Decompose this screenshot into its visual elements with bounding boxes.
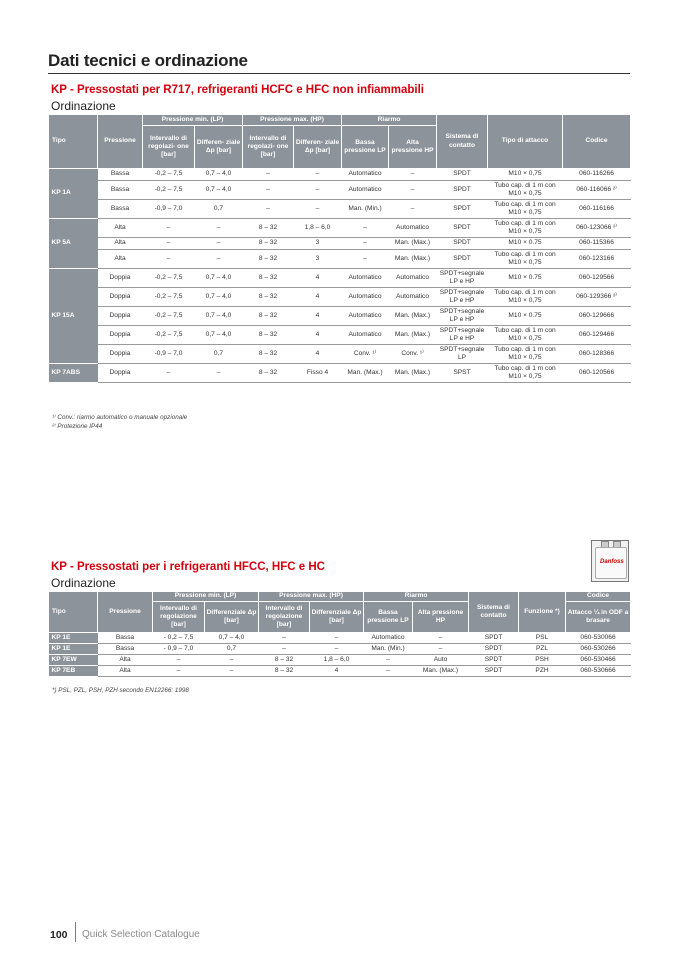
- table-cell: 060-116266: [563, 169, 631, 181]
- row-tipo: KP 7EW: [49, 655, 98, 666]
- group2-reset: Riarmo: [364, 592, 469, 602]
- page-title: Dati tecnici e ordinazione: [48, 51, 248, 70]
- row-tipo: KP 1E: [49, 644, 98, 655]
- table-cell: Doppia: [98, 364, 143, 383]
- table-cell: Automatico: [364, 633, 413, 644]
- table-cell: - 0,2 – 7,5: [153, 633, 205, 644]
- table-cell: Man. (Max.): [342, 364, 389, 383]
- table-cell: -0,2 – 7,5: [143, 169, 195, 181]
- table-cell: –: [310, 633, 364, 644]
- table-cell: 1,8 – 6,0: [294, 219, 342, 238]
- table-cell: Alta: [98, 655, 153, 666]
- note-1: ¹⁾ Conv.: riarmo automatico o manuale opzionale: [52, 414, 188, 421]
- table-cell: SPDT: [469, 633, 519, 644]
- table-cell: SPDT: [469, 644, 519, 655]
- table-cell: -0,2 – 7,5: [143, 288, 195, 307]
- table-cell: SPDT+segnale LP e HP: [437, 326, 488, 345]
- table-kp-r717: [48, 114, 631, 383]
- section1-title: KP - Pressostati per R717, refrigeranti HCFC e HFC non infiammabili: [51, 84, 424, 96]
- table-cell: 060-530266: [566, 644, 631, 655]
- table-cell: 8 – 32: [243, 307, 294, 326]
- table-cell: Automatico: [389, 269, 437, 288]
- table-cell: 4: [294, 326, 342, 345]
- table-row: [49, 288, 631, 307]
- table-cell: Auto: [413, 655, 469, 666]
- table-cell: Alta: [98, 250, 143, 269]
- table-cell: 0,7 – 4,0: [205, 633, 259, 644]
- col-lp-diff: Differen- ziale Δp [bar]: [195, 126, 243, 169]
- col2-hp-range: Intervallo di regolazione [bar]: [259, 602, 310, 633]
- table-cell: Man. (Min.): [364, 644, 413, 655]
- table-cell: SPDT: [437, 200, 488, 219]
- table-cell: –: [259, 644, 310, 655]
- table-cell: –: [143, 364, 195, 383]
- table-cell: 4: [294, 307, 342, 326]
- table-row: [49, 364, 631, 383]
- table-cell: Doppia: [98, 307, 143, 326]
- table-cell: Man. (Max.): [389, 364, 437, 383]
- col2-contact: Sistema di contatto: [469, 592, 519, 633]
- section2-subtitle: Ordinazione: [51, 576, 116, 590]
- table-cell: 0,7 – 4,0: [195, 269, 243, 288]
- table-cell: –: [243, 200, 294, 219]
- table-cell: Man. (Max.): [389, 307, 437, 326]
- table-cell: Tubo cap. di 1 m con M10 × 0,75: [488, 219, 563, 238]
- table-cell: Doppia: [98, 288, 143, 307]
- table-cell: Tubo cap. di 1 m con M10 × 0,75: [488, 181, 563, 200]
- table-cell: Conv. ¹⁾: [342, 345, 389, 364]
- table-cell: 060-129666: [563, 307, 631, 326]
- col-tipo: Tipo: [49, 115, 98, 169]
- table-cell: –: [294, 200, 342, 219]
- col2-reset-hp: Alta pressione HP: [413, 602, 469, 633]
- table-cell: M10 × 0.75: [488, 238, 563, 250]
- table-cell: M10 × 0.75: [488, 307, 563, 326]
- col-reset-lp: Bassa pressione LP: [342, 126, 389, 169]
- table-cell: 060-116066 ²⁾: [563, 181, 631, 200]
- table-cell: –: [205, 655, 259, 666]
- table-cell: –: [243, 169, 294, 181]
- table-cell: 8 – 32: [243, 345, 294, 364]
- table-row: [49, 269, 631, 288]
- table-row: [49, 345, 631, 364]
- table-row: [49, 181, 631, 200]
- table-cell: M10 × 0,75: [488, 169, 563, 181]
- row-tipo: KP 1A: [49, 169, 98, 219]
- table-cell: 0,7 – 4,0: [195, 307, 243, 326]
- table-cell: -0,2 – 7,5: [143, 307, 195, 326]
- table-cell: –: [195, 219, 243, 238]
- table-row: [49, 644, 631, 655]
- table-cell: –: [389, 181, 437, 200]
- row-tipo: KP 7ABS: [49, 364, 98, 383]
- group-hp: Pressione max. (HP): [243, 115, 342, 126]
- table-cell: Fisso 4: [294, 364, 342, 383]
- table-cell: SPDT+segnale LP e HP: [437, 307, 488, 326]
- table-cell: -0,2 – 7,5: [143, 326, 195, 345]
- table-cell: –: [143, 238, 195, 250]
- table-cell: Man. (Min.): [342, 200, 389, 219]
- table-cell: -0,9 – 7,0: [143, 200, 195, 219]
- table-cell: 3: [294, 238, 342, 250]
- table-cell: –: [259, 633, 310, 644]
- table-cell: –: [364, 655, 413, 666]
- table-cell: –: [389, 200, 437, 219]
- table-cell: SPDT+segnale LP e HP: [437, 269, 488, 288]
- table-cell: Man. (Max.): [389, 238, 437, 250]
- section1-notes: [52, 413, 187, 431]
- table-cell: SPDT: [437, 250, 488, 269]
- table-cell: SPST: [437, 364, 488, 383]
- table-cell: 0,7 – 4,0: [195, 169, 243, 181]
- table-row: [49, 250, 631, 269]
- table-cell: Bassa: [98, 644, 153, 655]
- table-cell: SPDT: [469, 655, 519, 666]
- col-reset-hp: Alta pressione HP: [389, 126, 437, 169]
- section1-subtitle: Ordinazione: [51, 99, 116, 113]
- table-cell: Tubo cap. di 1 m con M10 × 0,75: [488, 364, 563, 383]
- table-cell: Tubo cap. di 1 m con M10 × 0,75: [488, 250, 563, 269]
- col-hp-diff: Differen- ziale Δp [bar]: [294, 126, 342, 169]
- table-cell: 0,7 – 4,0: [195, 326, 243, 345]
- table-cell: Bassa: [98, 169, 143, 181]
- row-tipo: KP 5A: [49, 219, 98, 269]
- note-2: ²⁾ Protezione IP44: [52, 423, 103, 430]
- table-cell: Tubo cap. di 1 m con M10 × 0,75: [488, 326, 563, 345]
- table-cell: Automatico: [342, 269, 389, 288]
- table-cell: SPDT: [469, 666, 519, 677]
- table-cell: 060-123166: [563, 250, 631, 269]
- table-cell: SPDT: [437, 219, 488, 238]
- col-pressione: Pressione: [98, 115, 143, 169]
- table-cell: 0,7: [205, 644, 259, 655]
- note-3: *) PSL, PZL, PSH, PZH secondo EN12266: 1998: [52, 687, 189, 694]
- table-cell: 060-530066: [566, 633, 631, 644]
- table-cell: –: [153, 655, 205, 666]
- table-cell: 060-116166: [563, 200, 631, 219]
- table-row: [49, 633, 631, 644]
- section2-notes: [52, 686, 189, 695]
- table-row: [49, 666, 631, 677]
- table-cell: 8 – 32: [243, 288, 294, 307]
- table-cell: Bassa: [98, 633, 153, 644]
- table-cell: 060-120566: [563, 364, 631, 383]
- table-cell: Tubo cap. di 1 m con M10 × 0,75: [488, 288, 563, 307]
- table-cell: Automatico: [342, 169, 389, 181]
- table-row: [49, 307, 631, 326]
- table-cell: Man. (Max.): [389, 250, 437, 269]
- table-cell: M10 × 0.75: [488, 269, 563, 288]
- table-cell: PZL: [519, 644, 566, 655]
- table-cell: SPDT: [437, 238, 488, 250]
- table-cell: 0,7: [195, 200, 243, 219]
- col2-hp-diff: Differenziale Δp [bar]: [310, 602, 364, 633]
- table-cell: SPDT+segnale LP e HP: [437, 288, 488, 307]
- table-cell: 8 – 32: [243, 364, 294, 383]
- table-cell: –: [294, 169, 342, 181]
- table-row: [49, 200, 631, 219]
- table-cell: 4: [294, 288, 342, 307]
- table-cell: SPDT: [437, 181, 488, 200]
- table-cell: 060-129466: [563, 326, 631, 345]
- table-cell: 4: [294, 269, 342, 288]
- table-cell: Man. (Max.): [413, 666, 469, 677]
- group2-hp: Pressione max. (HP): [259, 592, 364, 602]
- title-rule: [48, 73, 630, 74]
- table-cell: 060-115366: [563, 238, 631, 250]
- table-cell: Automatico: [342, 307, 389, 326]
- footer-divider: [75, 922, 76, 942]
- table-row: [49, 655, 631, 666]
- table-cell: 060-530666: [566, 666, 631, 677]
- table-row: [49, 238, 631, 250]
- table-cell: –: [243, 181, 294, 200]
- table-cell: Automatico: [342, 181, 389, 200]
- table-cell: Bassa: [98, 181, 143, 200]
- table-cell: Automatico: [342, 326, 389, 345]
- row-tipo: KP 1E: [49, 633, 98, 644]
- table-cell: 8 – 32: [243, 250, 294, 269]
- table-cell: SPDT: [437, 169, 488, 181]
- table-cell: 8 – 32: [243, 269, 294, 288]
- table-cell: - 0,9 – 7,0: [153, 644, 205, 655]
- table-cell: -0,2 – 7,5: [143, 269, 195, 288]
- row-tipo: KP 7EB: [49, 666, 98, 677]
- table-cell: –: [195, 238, 243, 250]
- table-row: [49, 219, 631, 238]
- table-cell: 4: [310, 666, 364, 677]
- col2-lp-diff: Differenziale Δp [bar]: [205, 602, 259, 633]
- table-cell: PSH: [519, 655, 566, 666]
- col2-code: Attacco ¼ in ODF a brasare: [566, 602, 631, 633]
- table-cell: 060-530466: [566, 655, 631, 666]
- col2-lp-range: Intervallo di regolazione [bar]: [153, 602, 205, 633]
- table-cell: –: [195, 364, 243, 383]
- table-cell: -0,9 – 7,0: [143, 345, 195, 364]
- table-cell: 8 – 32: [243, 326, 294, 345]
- table-cell: –: [389, 169, 437, 181]
- table-cell: 060-129566: [563, 269, 631, 288]
- table-cell: –: [413, 633, 469, 644]
- row-tipo: KP 15A: [49, 269, 98, 364]
- table-row: [49, 169, 631, 181]
- table-cell: Doppia: [98, 326, 143, 345]
- table-cell: PZH: [519, 666, 566, 677]
- col2-function: Funzione *): [519, 592, 566, 633]
- table-cell: –: [294, 181, 342, 200]
- table-cell: 8 – 32: [243, 219, 294, 238]
- col-code: Codice: [563, 115, 631, 169]
- table-cell: 0,7 – 4,0: [195, 288, 243, 307]
- group-reset: Riarmo: [342, 115, 437, 126]
- table-cell: –: [205, 666, 259, 677]
- table-cell: PSL: [519, 633, 566, 644]
- table-cell: 8 – 32: [259, 655, 310, 666]
- pressure-switch-photo-icon: [591, 540, 629, 582]
- col2-reset-lp: Bassa pressione LP: [364, 602, 413, 633]
- table-cell: Alta: [98, 666, 153, 677]
- col-lp-range: Intervallo di regolazi- one [bar]: [143, 126, 195, 169]
- table-cell: 060-129366 ²⁾: [563, 288, 631, 307]
- brand-logo: Danfoss: [600, 559, 624, 565]
- table-cell: Alta: [98, 238, 143, 250]
- section2-title: KP - Pressostati per i refrigeranti HFCC, HFC e HC: [51, 561, 325, 573]
- group2-lp: Pressione min. (LP): [153, 592, 259, 602]
- col-hp-range: Intervallo di regolazi- one [bar]: [243, 126, 294, 169]
- table-kp-hfc: [48, 591, 631, 677]
- col2-tipo: Tipo: [49, 592, 98, 633]
- table-cell: Bassa: [98, 200, 143, 219]
- table-cell: Doppia: [98, 269, 143, 288]
- table-cell: –: [413, 644, 469, 655]
- table-cell: –: [153, 666, 205, 677]
- table-cell: 060-123066 ²⁾: [563, 219, 631, 238]
- catalogue-name: Quick Selection Catalogue: [82, 929, 200, 940]
- table-cell: Alta: [98, 219, 143, 238]
- table-cell: Automatico: [342, 288, 389, 307]
- table-cell: Tubo cap. di 1 m con M10 × 0,75: [488, 200, 563, 219]
- table-cell: 1,8 – 6,0: [310, 655, 364, 666]
- table-cell: Automatico: [389, 219, 437, 238]
- table-cell: 8 – 32: [259, 666, 310, 677]
- col2-pressione: Pressione: [98, 592, 153, 633]
- table-cell: 8 – 32: [243, 238, 294, 250]
- table-cell: –: [342, 219, 389, 238]
- table-cell: 3: [294, 250, 342, 269]
- table-cell: 0,7 – 4,0: [195, 181, 243, 200]
- col-contact: Sistema di contatto: [437, 115, 488, 169]
- table-cell: 060-128366: [563, 345, 631, 364]
- col-connection: Tipo di attacco: [488, 115, 563, 169]
- table-cell: 0,7: [195, 345, 243, 364]
- group-lp: Pressione min. (LP): [143, 115, 243, 126]
- table-cell: Doppia: [98, 345, 143, 364]
- table-row: [49, 326, 631, 345]
- table-cell: –: [143, 250, 195, 269]
- table-cell: Man. (Max.): [389, 326, 437, 345]
- table-cell: –: [195, 250, 243, 269]
- table-cell: –: [342, 250, 389, 269]
- table-cell: –: [310, 644, 364, 655]
- table-cell: Conv. ¹⁾: [389, 345, 437, 364]
- table-cell: –: [364, 666, 413, 677]
- table-cell: –: [342, 238, 389, 250]
- table-cell: –: [143, 219, 195, 238]
- table-cell: SPDT+segnale LP: [437, 345, 488, 364]
- table-cell: 4: [294, 345, 342, 364]
- table-cell: Tubo cap. di 1 m con M10 × 0,75: [488, 345, 563, 364]
- table-cell: Automatico: [389, 288, 437, 307]
- group2-code: Codice: [566, 592, 631, 602]
- table-cell: -0,2 – 7,5: [143, 181, 195, 200]
- page-number: 100: [50, 929, 68, 941]
